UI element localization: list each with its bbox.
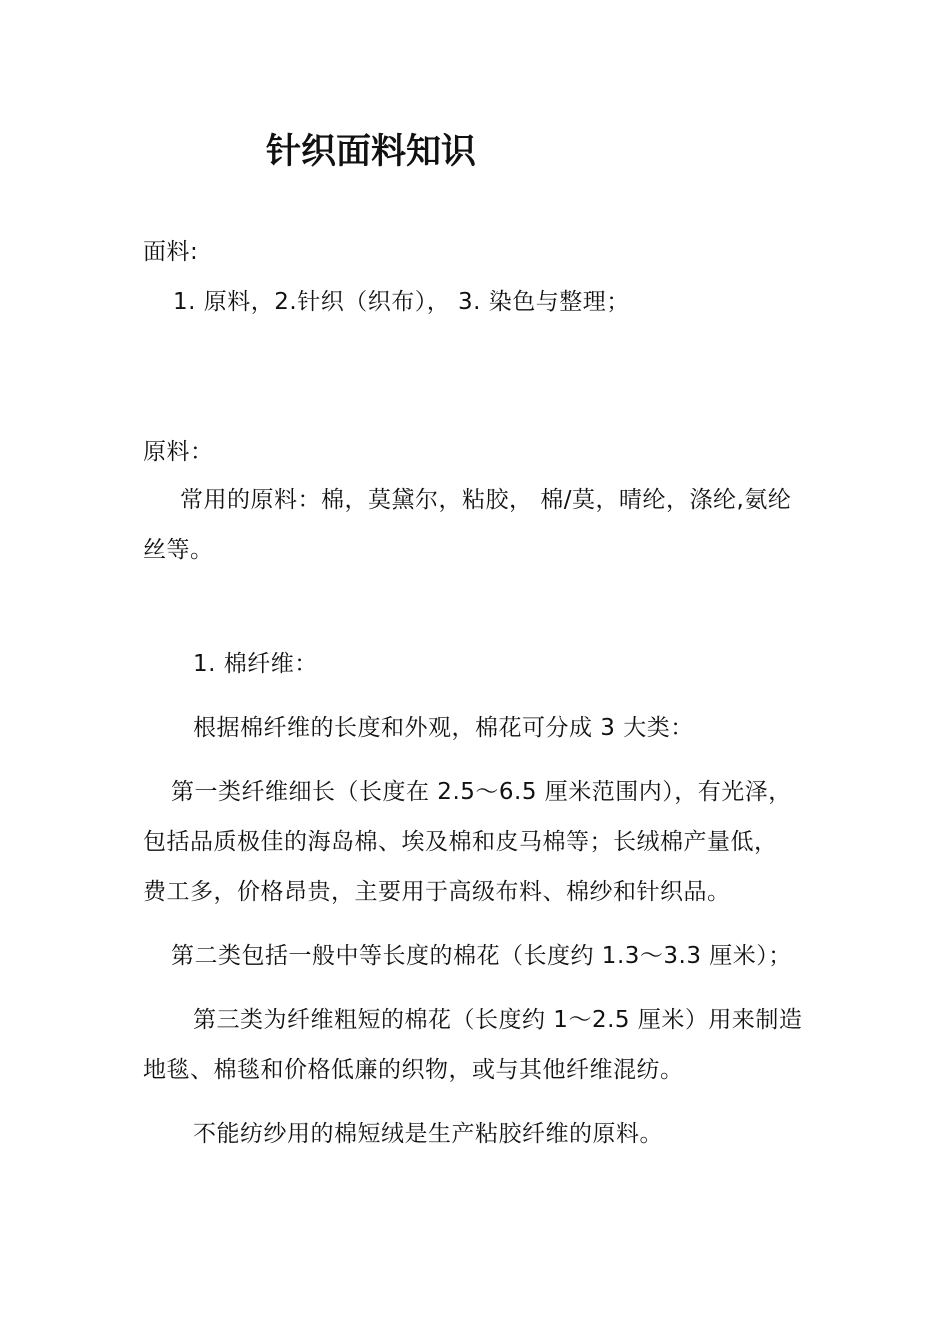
fabric-items: 1. 原料，2.针织（织布）， 3. 染色与整理； [173, 289, 630, 315]
common-materials-line-1: 常用的原料：棉，莫黛尔，粘胶， 棉/莫，晴纶，涤纶,氨纶 [180, 487, 792, 513]
fabric-heading: 面料: [143, 239, 199, 265]
class2-text: 第二类包括一般中等长度的棉花（长度约 1.3～3.3 厘米）； [171, 943, 792, 969]
page-title: 针织面料知识 [266, 132, 477, 172]
class3-line-2: 地毯、棉毯和价格低廉的织物，或与其他纤维混纺。 [143, 1057, 684, 1083]
cotton-heading: 1. 棉纤维： [193, 651, 318, 677]
class3-line-1: 第三类为纤维粗短的棉花（长度约 1～2.5 厘米）用来制造 [193, 1007, 803, 1033]
common-materials-line-2: 丝等。 [143, 537, 214, 563]
class1-line-2: 包括品质极佳的海岛棉、埃及棉和皮马棉等；长绒棉产量低， [143, 829, 778, 855]
class1-line-3: 费工多，价格昂贵，主要用于高级布料、棉纱和针织品。 [143, 879, 731, 905]
material-heading: 原料： [143, 439, 214, 465]
class1-line-1: 第一类纤维细长（长度在 2.5～6.5 厘米范围内），有光泽， [171, 779, 792, 805]
linter-note: 不能纺纱用的棉短绒是生产粘胶纤维的原料。 [193, 1121, 663, 1147]
cotton-intro: 根据棉纤维的长度和外观，棉花可分成 3 大类： [193, 715, 694, 741]
